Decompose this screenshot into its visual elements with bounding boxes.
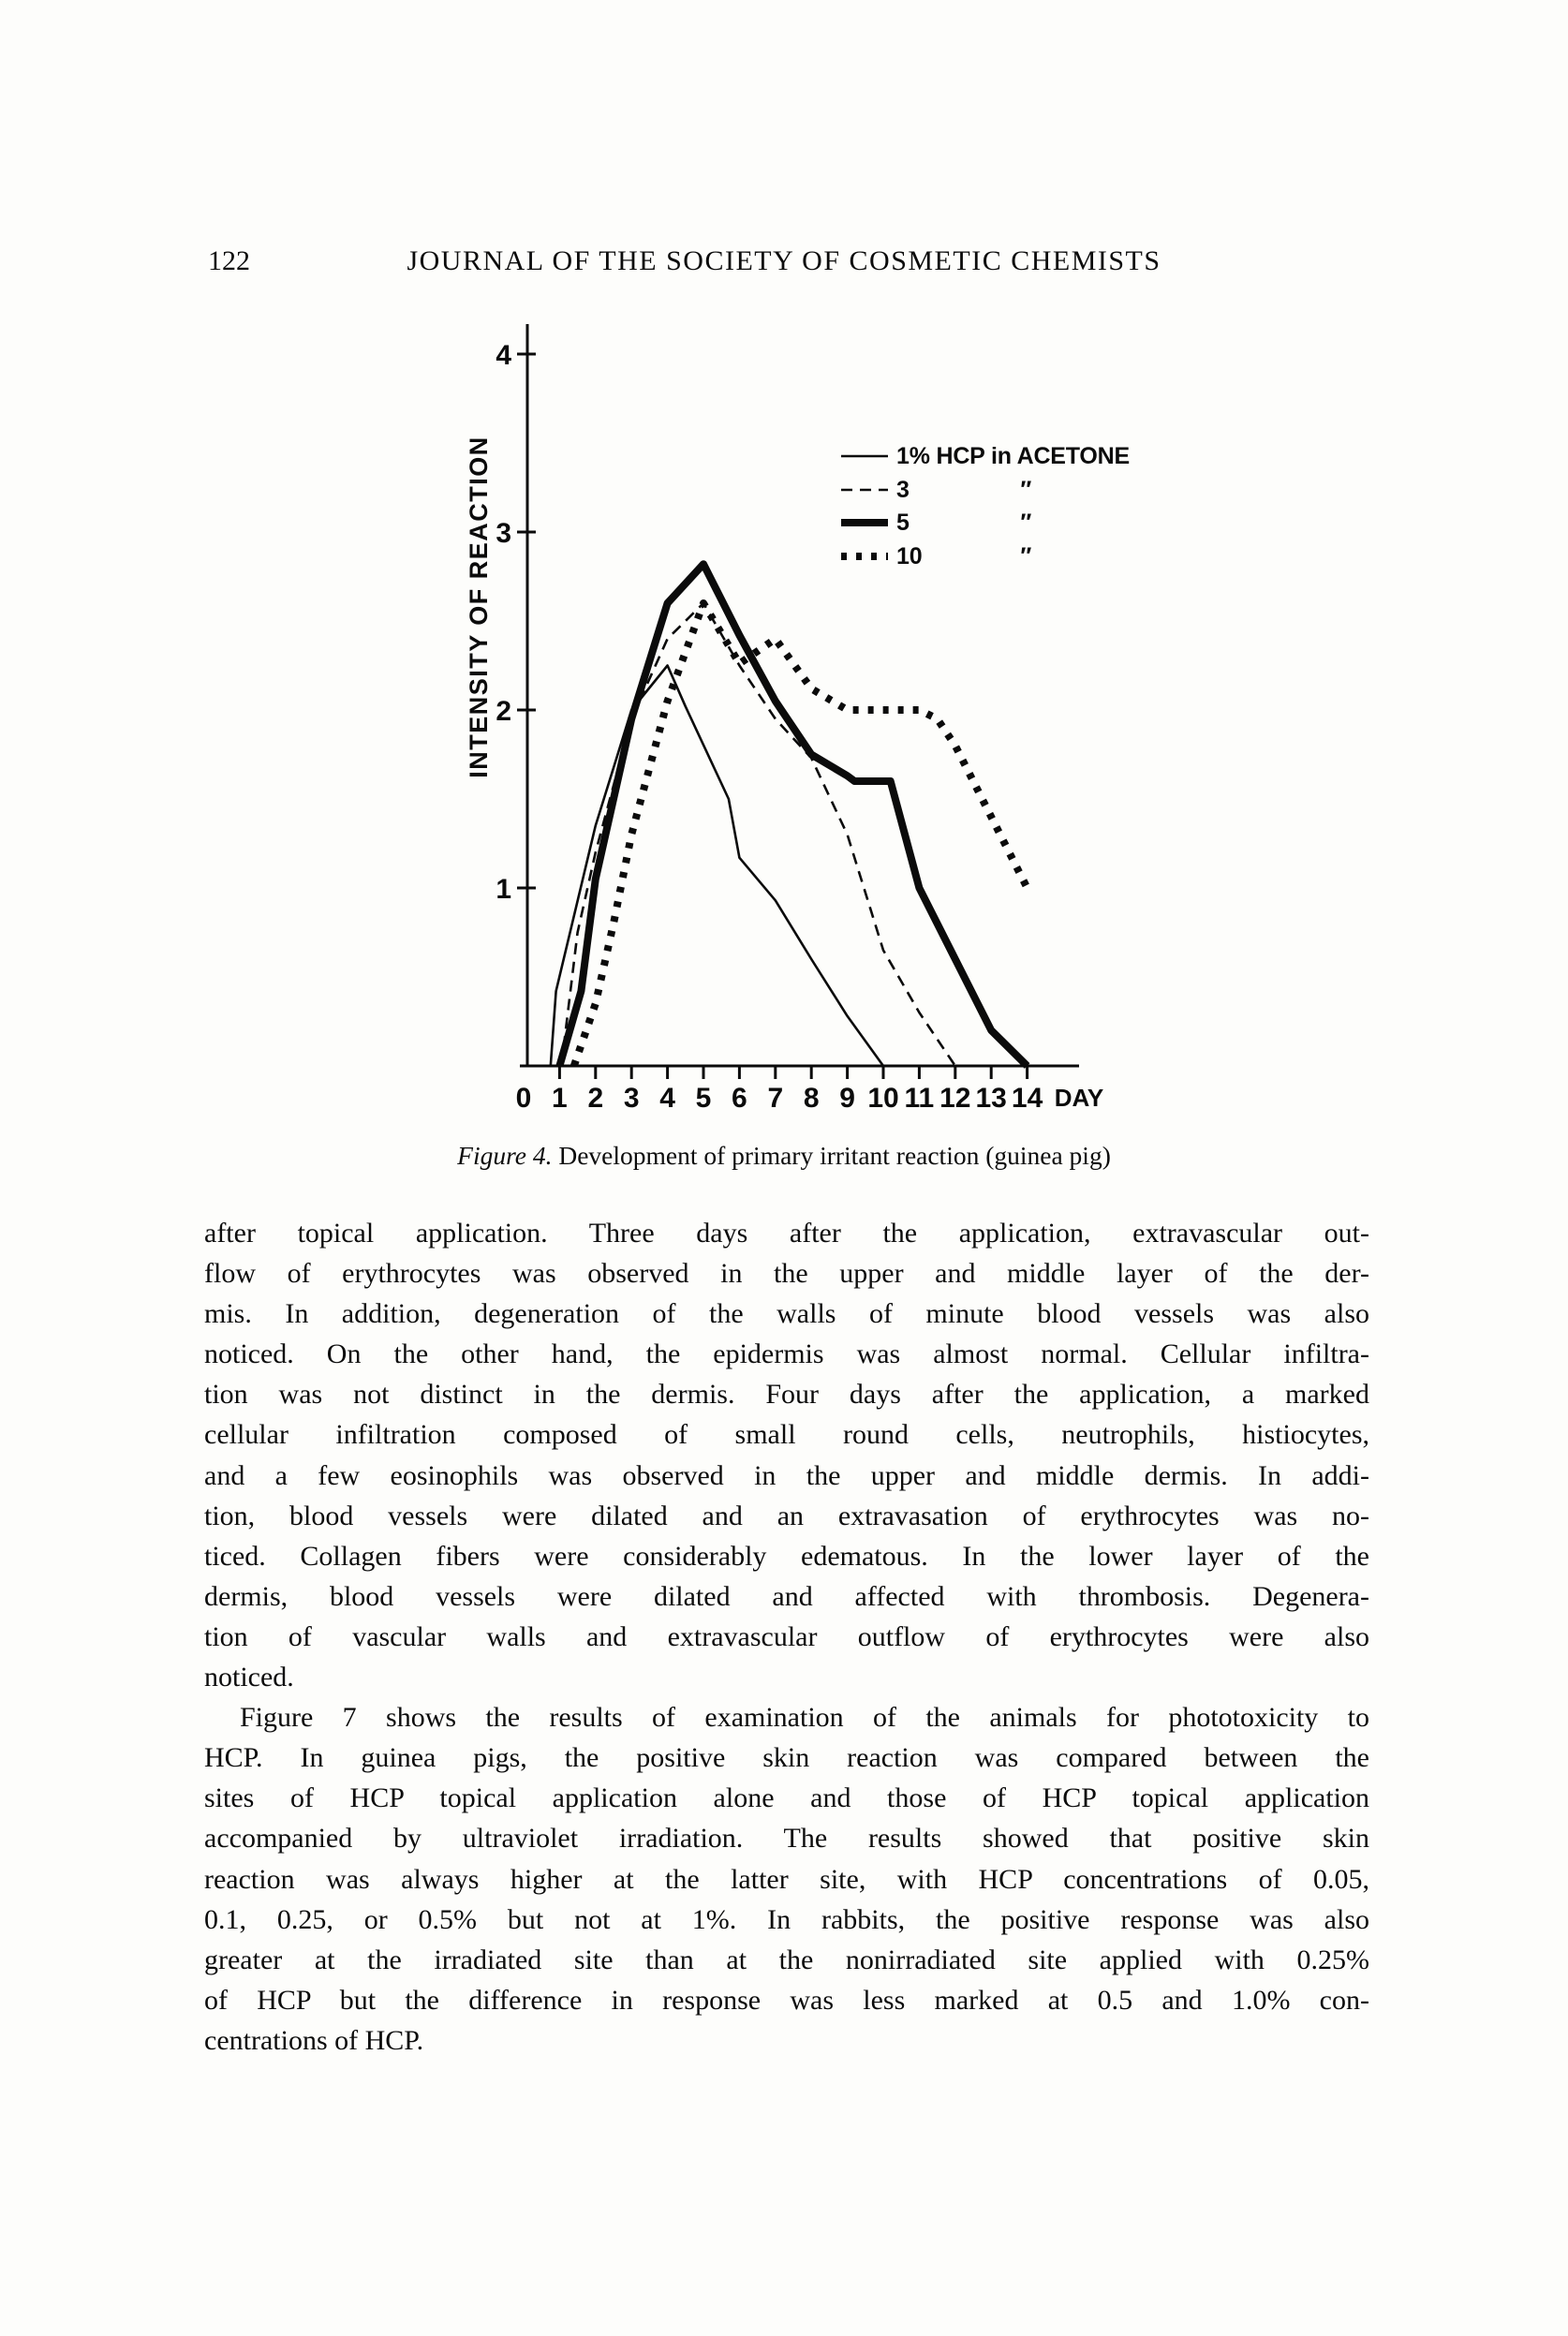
x-tick-label: 10 [867, 1083, 899, 1114]
x-tick-label: 3 [623, 1083, 640, 1114]
legend-row [431, 542, 1161, 570]
text-line: mis. In addition, degeneration of the walls of minute blood vessels was also [204, 1298, 1369, 1330]
text-line: after topical application. Three days after the application, extravascular out- [204, 1218, 1369, 1249]
text-line: tion of vascular walls and extravascular outflow of erythrocytes were also [204, 1620, 1369, 1652]
x-tick-label: 2 [587, 1083, 604, 1114]
page-number: 122 [208, 245, 250, 276]
x-tick-label: 6 [732, 1083, 747, 1114]
text-line: sites of HCP topical application alone and those of HCP topical application [204, 1782, 1369, 1814]
text-line: greater at the irradiated site than at the nonirradiated site applied with 0.25% [204, 1944, 1369, 1975]
text-line: 0.1, 0.25, or 0.5% but not at 1%. In rabbits, the positive response was also [204, 1903, 1369, 1935]
body-text [204, 1213, 1369, 2061]
legend-line-sample-thick-dotted [839, 550, 890, 563]
figure-caption-label: Figure 4. [457, 1141, 553, 1170]
x-tick-label: 8 [803, 1083, 820, 1114]
text-line: dermis, blood vessels were dilated and affected with thrombosis. Degenera- [204, 1580, 1369, 1612]
legend-line-sample-thin-dashed [839, 483, 890, 496]
y-tick-label: 1 [496, 874, 511, 905]
text-line: centrations of HCP. [204, 2024, 424, 2056]
x-axis-unit-label: DAY [1054, 1084, 1104, 1112]
legend-label: 1% HCP in ACETONE [896, 443, 1130, 469]
legend-ditto-mark: ″ [1019, 542, 1030, 569]
legend-row [431, 509, 1161, 537]
legend-line-sample-thick-solid [839, 516, 890, 529]
text-line: of HCP but the difference in response was less marked at 0.5 and 1.0% con- [204, 1984, 1369, 2016]
text-line: tion was not distinct in the dermis. Four days after the application, a marked [204, 1379, 1369, 1411]
legend-label: 3 [896, 476, 910, 503]
figure-4-chart [431, 309, 1161, 1133]
text-line: and a few eosinophils was observed in the upper and middle dermis. In addi- [204, 1459, 1369, 1491]
legend-ditto-mark: ″ [1019, 510, 1030, 537]
text-line: flow of erythrocytes was observed in the upper and middle layer of the der- [204, 1258, 1369, 1290]
x-tick-label: 9 [839, 1083, 855, 1114]
x-tick-label: 0 [515, 1083, 532, 1114]
legend-label: 5 [896, 510, 910, 537]
legend-row [431, 442, 1161, 470]
y-tick-label: 3 [496, 518, 511, 549]
legend-label: 10 [896, 542, 923, 569]
x-tick-label: 4 [659, 1083, 675, 1114]
x-tick-label: 12 [939, 1083, 971, 1114]
series-thick-solid [559, 564, 1027, 1066]
x-tick-label: 1 [552, 1083, 568, 1114]
text-line: HCP. In guinea pigs, the positive skin reaction was compared between the [204, 1742, 1369, 1774]
x-tick-label: 14 [1011, 1083, 1043, 1114]
y-tick-label: 2 [496, 696, 511, 727]
legend-line-sample-thin-solid [839, 450, 890, 463]
figure-caption [128, 1141, 1440, 1171]
x-tick-label: 11 [904, 1083, 935, 1114]
y-axis-title: INTENSITY OF REACTION [465, 436, 493, 778]
x-tick-label: 7 [767, 1083, 784, 1114]
text-line: noticed. On the other hand, the epidermis was almost normal. Cellular infiltra- [204, 1338, 1369, 1370]
text-line: cellular infiltration composed of small round cells, neutrophils, histiocytes, [204, 1419, 1369, 1451]
legend-row [431, 476, 1161, 504]
x-tick-label: 5 [695, 1083, 712, 1114]
text-line: reaction was always higher at the latter site, with HCP concentrations of 0.05, [204, 1863, 1369, 1895]
text-line: tion, blood vessels were dilated and an extravasation of erythrocytes was no- [204, 1500, 1369, 1531]
text-line: Figure 7 shows the results of examination of the animals for phototoxicity to [240, 1702, 1369, 1734]
text-line: ticed. Collagen fibers were considerably edematous. In the lower layer of the [204, 1540, 1369, 1572]
text-line: noticed. [204, 1662, 294, 1693]
figure-caption-text: Development of primary irritant reaction (guinea pig) [552, 1141, 1111, 1170]
series-thick-dotted [574, 603, 1028, 1066]
x-tick-label: 13 [975, 1083, 1007, 1114]
y-tick-label: 4 [496, 340, 511, 371]
journal-header-title: JOURNAL OF THE SOCIETY OF COSMETIC CHEMISTS [407, 245, 1161, 276]
text-line: accompanied by ultraviolet irradiation. The results showed that positive skin [204, 1823, 1369, 1855]
irritant-reaction-line-chart [431, 309, 1161, 1133]
legend-ditto-mark: ″ [1019, 476, 1030, 503]
